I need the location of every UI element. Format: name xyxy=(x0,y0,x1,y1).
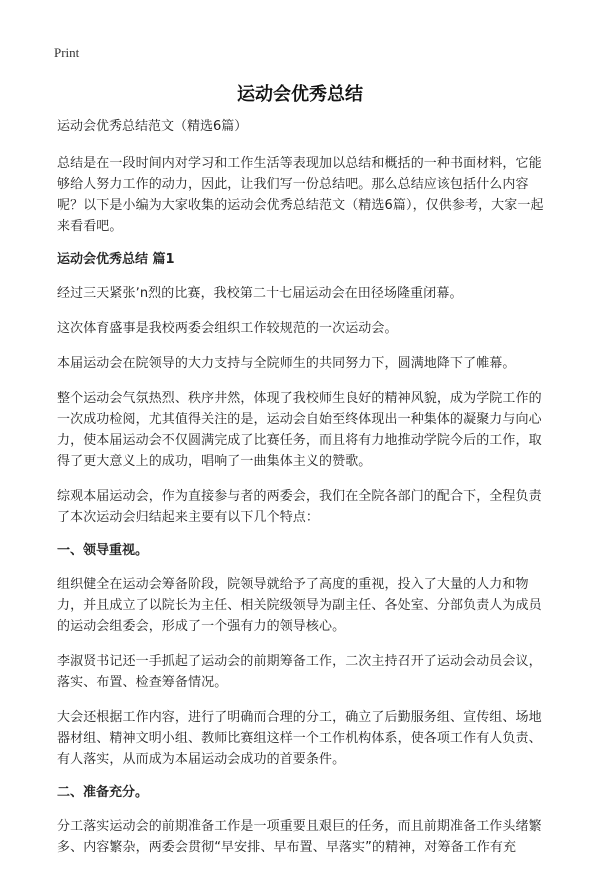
point-heading: 二、准备充分。 xyxy=(57,785,149,800)
body-paragraph: 大会还根据工作内容，进行了明确而合理的分工，确立了后勤服务组、宣传组、场地器材组、精神文明小组、教师比赛组这样一个工作机构体系，使各项工作有人负责、有人落实，从而成为本届运动会成功的首要条件。 xyxy=(57,710,542,767)
document-title: 运动会优秀总结 xyxy=(237,84,363,105)
body-paragraph: 李淑贤书记还一手抓起了运动会的前期筹备工作，二次主持召开了运动会动员会议，落实、布置、检查筹备情况。 xyxy=(57,654,542,690)
body-paragraph: 整个运动会气氛热烈、秩序井然，体现了我校师生良好的精神风貌，成为学院工作的一次成功检阅，尤其值得关注的是，运动会自始至终体现出一种集体的凝聚力与向心力，使本届运动会不仅圆满完成了比赛任务，而且将有力地推动学院今后的工作，取得了更大意义上的成功，唱响了一曲集体主义的赞歌。 xyxy=(57,391,542,469)
intro-paragraph: 总结是在一段时间内对学习和工作生活等表现加以总结和概括的一种书面材料，它能够给人努力工作的动力，因此，让我们写一份总结吧。那么总结应该包括什么内容呢？以下是小编为大家收集的运动会优秀总结范文（精选6篇），仅供参考，大家一起来看看吧。 xyxy=(57,156,544,234)
document-subtitle: 运动会优秀总结范文（精选6篇） xyxy=(57,119,248,134)
body-paragraph: 组织健全在运动会筹备阶段，院领导就给予了高度的重视，投入了大量的人力和物力，并且成立了以院长为主任、相关院级领导为副主任、各处室、分部负责人为成员的运动会组委会，形成了一个强有力的领导核心。 xyxy=(57,577,542,634)
point-heading: 一、领导重视。 xyxy=(57,543,149,558)
body-paragraph: 综观本届运动会，作为直接参与者的两委会，我们在全院各部门的配合下，全程负责了本次运动会归结起来主要有以下几个特点： xyxy=(57,489,542,525)
body-paragraph: 经过三天紧张ʼn烈的比赛，我校第二十七届运动会在田径场隆重闭幕。 xyxy=(57,286,463,301)
body-paragraph: 本届运动会在院领导的大力支持与全院师生的共同努力下，圆满地降下了帷幕。 xyxy=(57,356,516,371)
document-body xyxy=(57,118,547,872)
body-paragraph: 这次体育盛事是我校两委会组织工作较规范的一次运动会。 xyxy=(57,321,398,336)
section-heading: 运动会优秀总结 篇1 xyxy=(57,252,175,267)
print-link[interactable]: Print xyxy=(54,45,80,60)
body-paragraph: 分工落实运动会的前期准备工作是一项重要且艰巨的任务，而且前期准备工作头绪繁多、内容繁杂，两委会贯彻“早安排、早布置、早落实”的精神，对筹备工作有充 xyxy=(57,819,542,855)
